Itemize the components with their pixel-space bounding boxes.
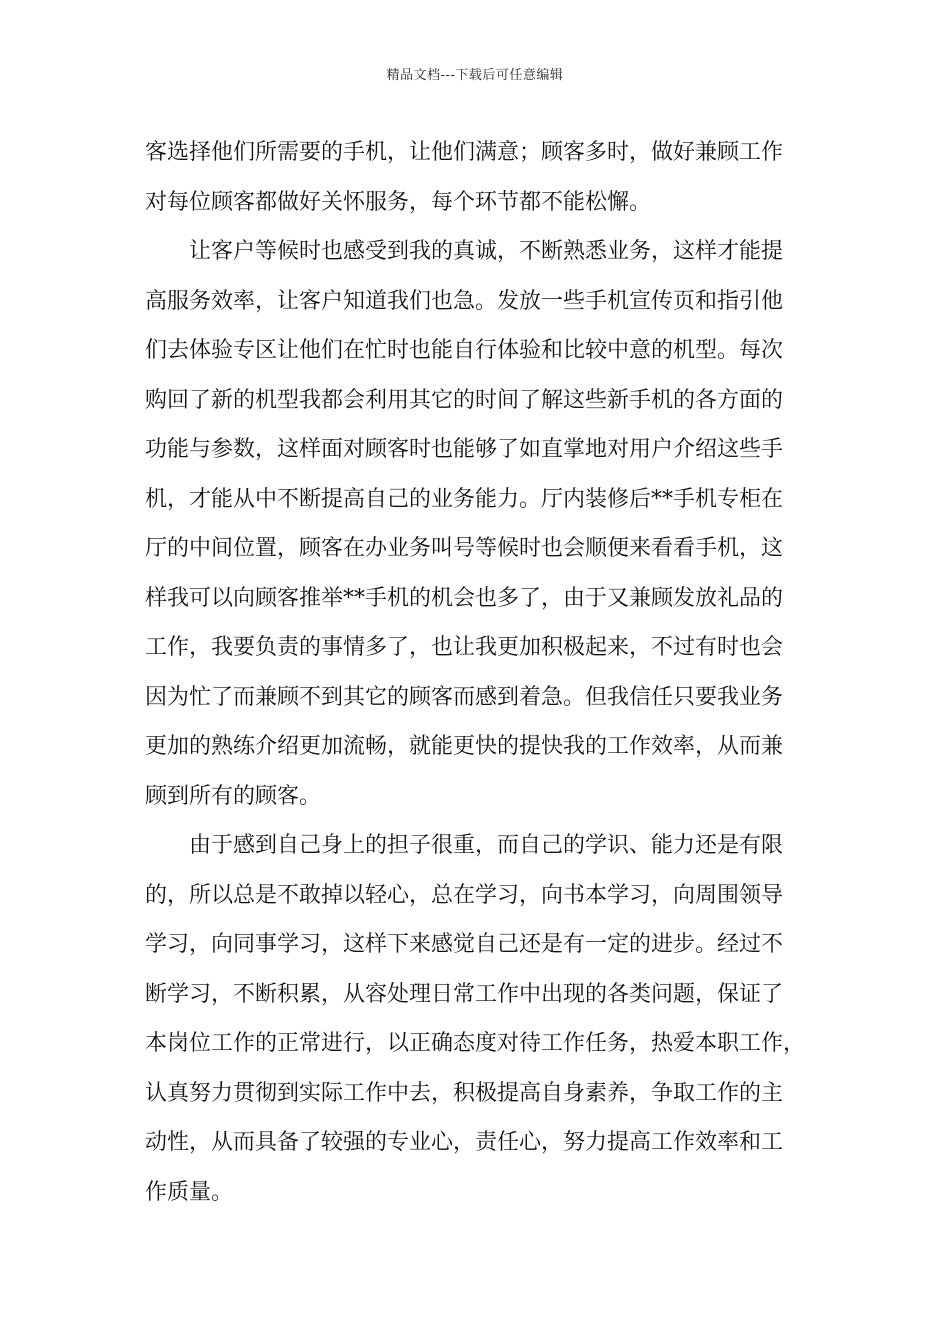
text-line: 更加的熟练介绍更加流畅，就能更快的提快我的工作效率，从而兼 — [145, 734, 784, 759]
text-line: 作质量。 — [145, 1179, 234, 1205]
text-line: 购回了新的机型我都会利用其它的时间了解这些新手机的各方面的 — [145, 387, 784, 413]
text-line: 工作，我要负责的事情多了，也让我更加积极起来，不过有时也会 — [145, 635, 784, 660]
text-line: 们去体验专区让他们在忙时也能自行体验和比较中意的机型。每次 — [145, 338, 784, 363]
text-line: 客选择他们所需要的手机，让他们满意；顾客多时，做好兼顾工作 — [145, 140, 784, 165]
text-line: 由于感到自己身上的担子很重，而自己的学识、能力还是有限 — [145, 833, 784, 858]
text-line: 样我可以向顾客推举**手机的机会也多了，由于又兼顾发放礼品的 — [145, 585, 784, 611]
page-header: 精品文档---下载后可任意编辑 — [386, 68, 564, 83]
text-line: 高服务效率，让客户知道我们也急。发放一些手机宣传页和指引他 — [145, 288, 784, 314]
text-line: 学习，向同事学习，这样下来感觉自己还是有一定的进步。经过不 — [145, 932, 784, 957]
text-line: 机，才能从中不断提高自己的业务能力。厅内装修后**手机专柜在 — [145, 486, 784, 512]
document-body — [145, 128, 817, 1217]
text-line: 让客户等候时也感受到我的真诚，不断熟悉业务，这样才能提 — [145, 239, 784, 264]
text-line: 认真努力贯彻到实际工作中去，积极提高自身素养，争取工作的主 — [145, 1080, 784, 1106]
text-line: 断学习，不断积累，从容处理日常工作中出现的各类问题，保证了 — [145, 981, 784, 1007]
text-line: 厅的中间位置，顾客在办业务叫号等候时也会顺便来看看手机，这 — [145, 536, 784, 561]
text-line: 动性，从而具备了较强的专业心，责任心，努力提高工作效率和工 — [145, 1130, 784, 1155]
text-line: 因为忙了而兼顾不到其它的顾客而感到着急。但我信任只要我业务 — [145, 684, 784, 710]
text-line: 的，所以总是不敢掉以轻心，总在学习，向书本学习，向周围领导 — [145, 882, 784, 908]
text-line: 对每位顾客都做好关怀服务，每个环节都不能松懈。 — [145, 189, 652, 215]
text-line: 功能与参数，这样面对顾客时也能够了如直掌地对用户介绍这些手 — [145, 437, 784, 462]
text-line: 本岗位工作的正常进行，以正确态度对待工作任务，热爱本职工作， — [145, 1031, 806, 1056]
text-line: 顾到所有的顾客。 — [145, 783, 322, 809]
